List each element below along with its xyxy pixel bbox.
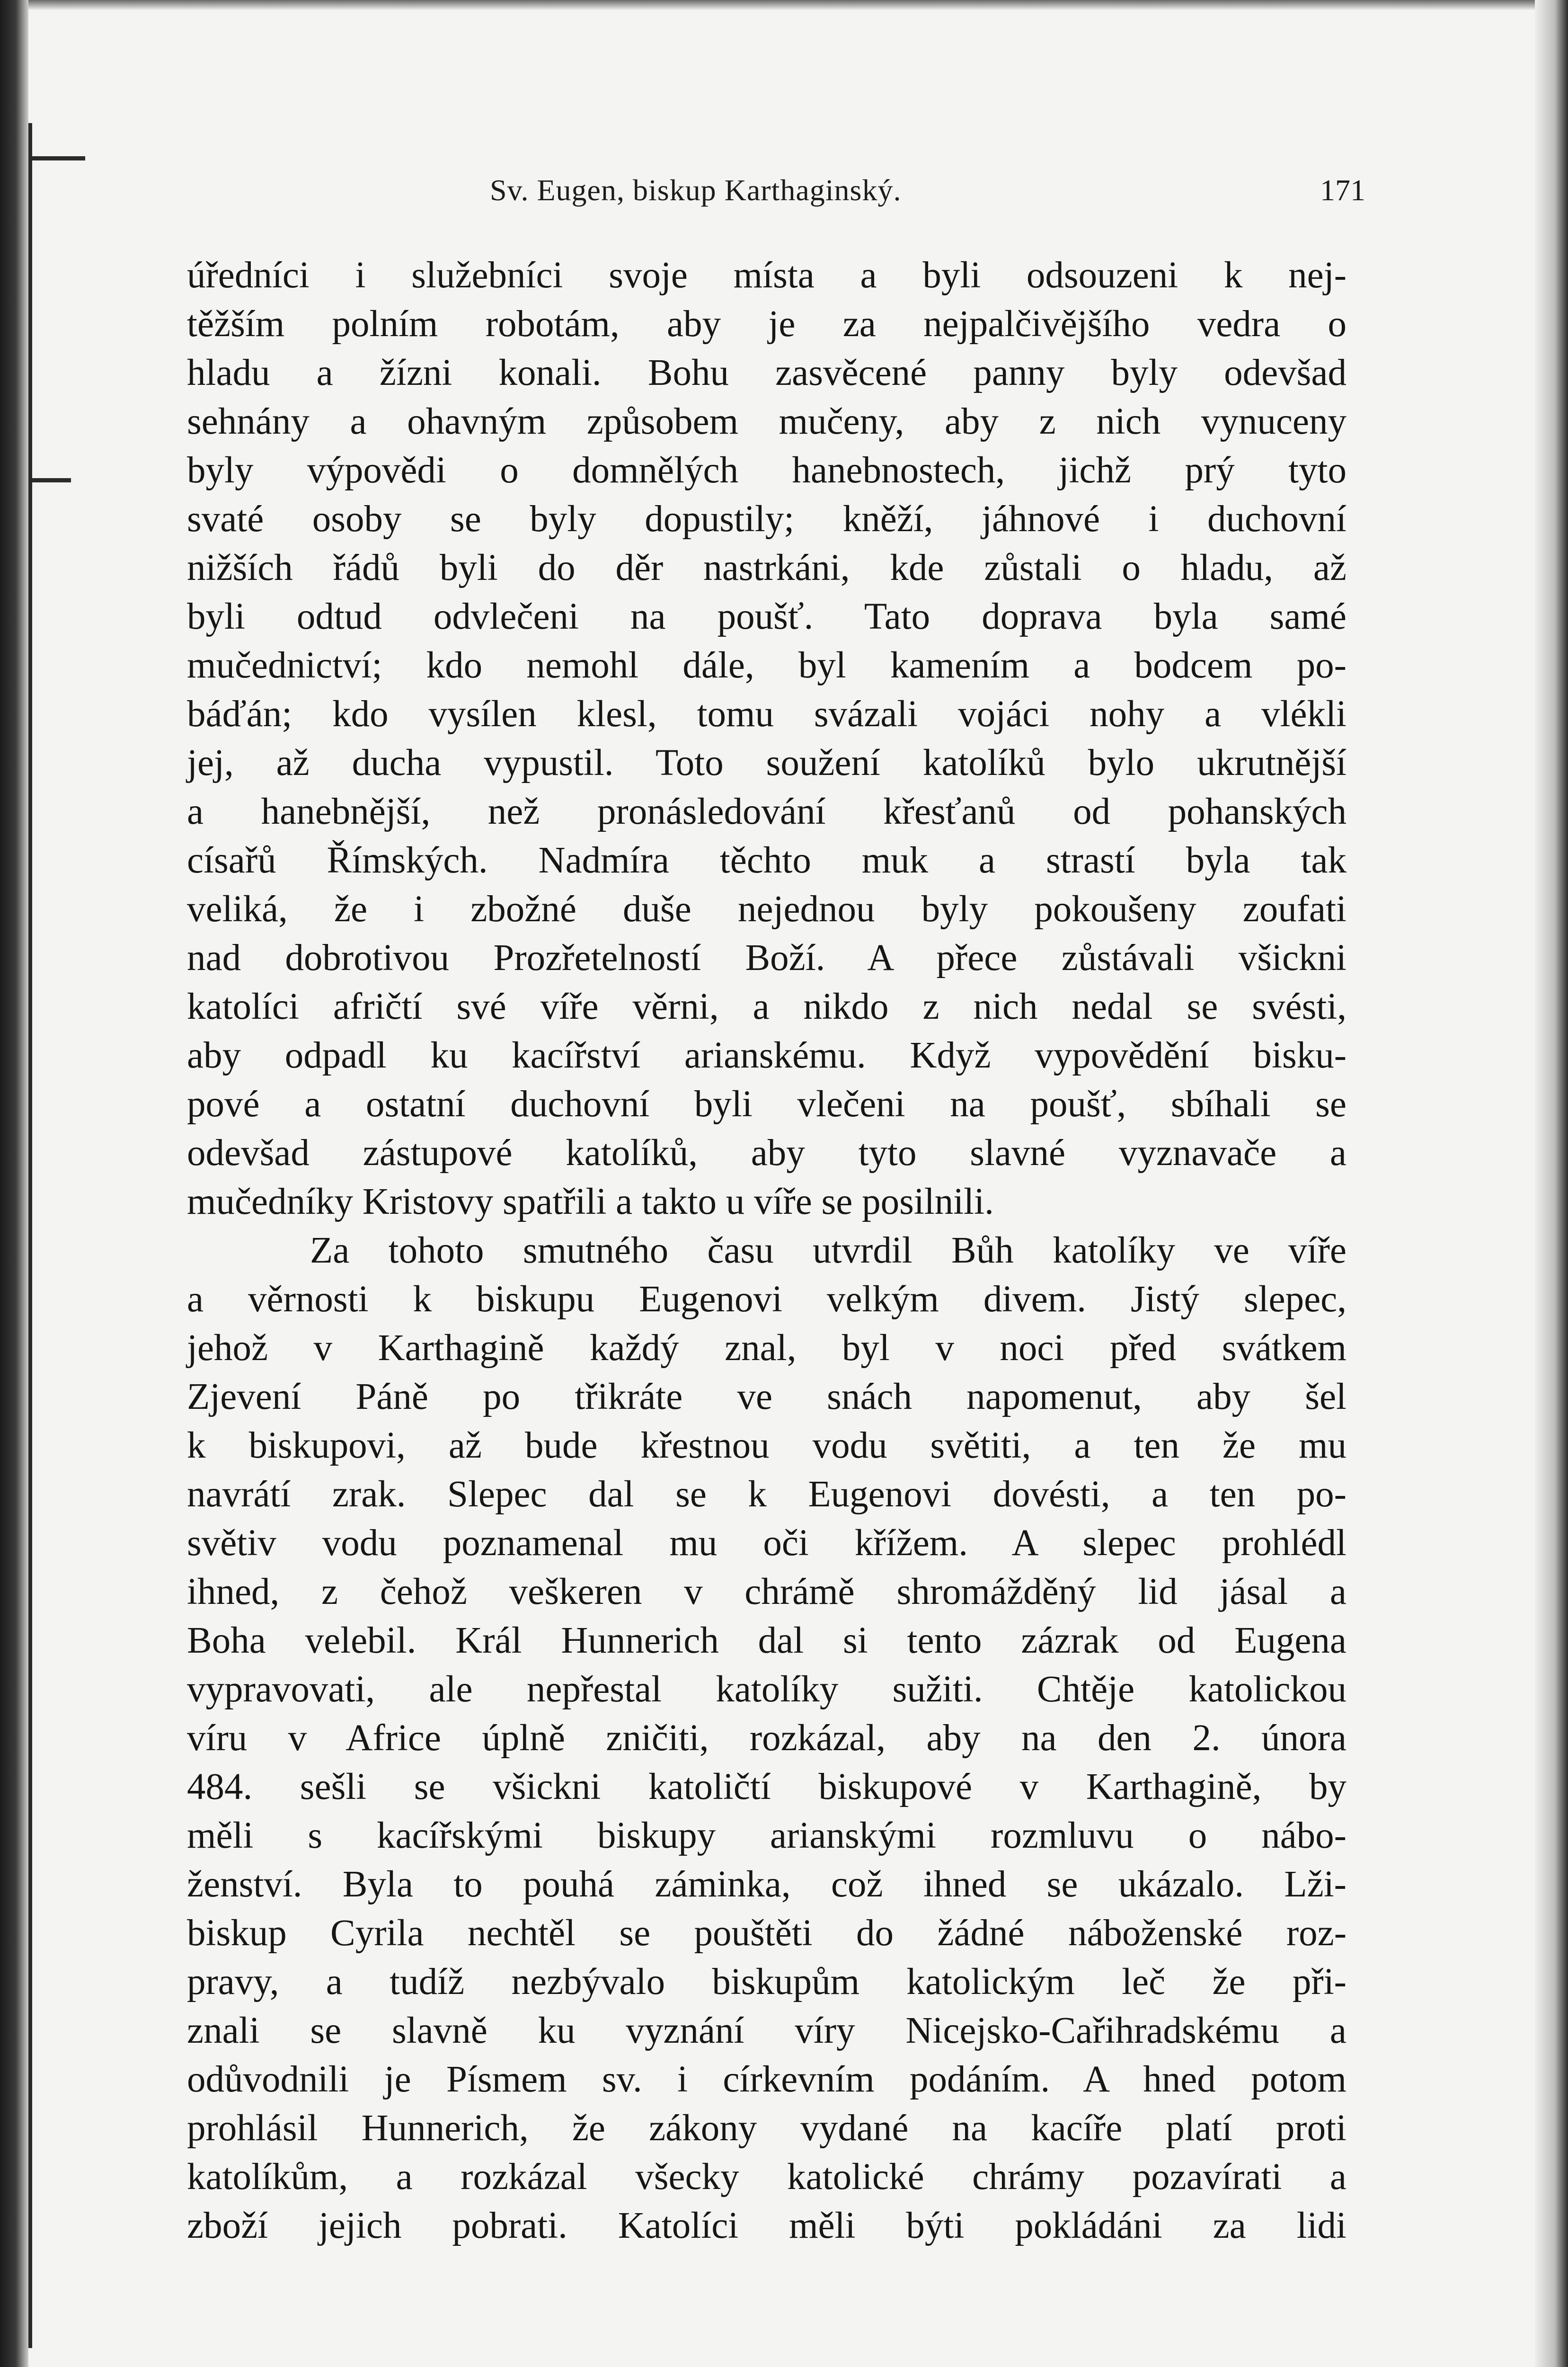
text-line: Boha velebil. Král Hunnerich dal si tento zázrak od Eugena [187,1620,1347,1661]
text-line: vypravovati, ale nepřestal katolíky sužiti. Chtěje katolickou [187,1669,1347,1710]
text-line: 484. sešli se všickni katoličtí biskupové v Karthagině, by [187,1766,1347,1807]
text-line: k biskupovi, až bude křestnou vodu světiti, a ten že mu [187,1425,1347,1466]
running-title: Sv. Eugen, biskup Karthaginský. [490,173,902,207]
text-line: a věrnosti k biskupu Eugenovi velkým divem. Jistý slepec, [187,1279,1347,1320]
text-line: měli s kacířskými biskupy arianskými rozmluvu o nábo- [187,1815,1347,1856]
text-line: a hanebnější, než pronásledování křesťanů od pohanských [187,791,1347,832]
book-spine-shadow [0,0,28,2367]
page-number: 171 [1320,173,1365,207]
text-line: navrátí zrak. Slepec dal se k Eugenovi dovésti, a ten po- [187,1474,1347,1515]
running-header [490,173,1365,225]
text-line: mučednictví; kdo nemohl dále, byl kamením a bodcem po- [187,645,1347,686]
text-line: odevšad zástupové katolíků, aby tyto slavné vyznavače a [187,1132,1347,1174]
text-line: Zjevení Páně po třikráte ve snách napomenut, aby šel [187,1376,1347,1417]
text-line: víru v Africe úplně zničiti, rozkázal, aby na den 2. února [187,1717,1347,1759]
text-line: katolíkům, a rozkázal všecky katolické chrámy pozavírati a [187,2156,1347,2198]
text-line: odůvodnili je Písmem sv. i církevním podáním. A hned potom [187,2059,1347,2100]
text-line: byli odtud odvlečeni na poušť. Tato doprava byla samé [187,596,1347,637]
gutter-tick [28,478,71,482]
text-line: nad dobrotivou Prozřetelností Boží. A přece zůstávali všickni [187,937,1347,979]
text-line: sehnány a ohavným způsobem mučeny, aby z nich vynuceny [187,401,1347,442]
body-text [187,251,1347,2250]
text-line: byly výpovědi o domnělých hanebnostech, jichž prý tyto [187,450,1347,491]
page-right-shadow [1535,0,1568,2367]
text-line: ženství. Byla to pouhá záminka, což ihned se ukázalo. Lži- [187,1864,1347,1905]
text-line: biskup Cyrila nechtěl se pouštěti do žádné náboženské roz- [187,1913,1347,1954]
text-line: pové a ostatní duchovní byli vlečeni na poušť, sbíhali se [187,1084,1347,1125]
text-line: jej, až ducha vypustil. Toto soužení katolíků bylo ukrutnější [187,742,1347,783]
text-line: pravy, a tudíž nezbývalo biskupům katolickým leč že při- [187,1961,1347,2002]
text-line: znali se slavně ku vyznání víry Nicejsko-Cařihradskému a [187,2010,1347,2051]
text-line: císařů Římských. Nadmíra těchto muk a strastí byla tak [187,840,1347,881]
text-line: světiv vodu poznamenal mu oči křížem. A slepec prohlédl [187,1522,1347,1564]
text-line: Za tohoto smutného času utvrdil Bůh katolíky ve víře [310,1230,1347,1271]
text-line: svaté osoby se byly dopustily; kněží, jáhnové i duchovní [187,498,1347,540]
text-line: úředníci i služebníci svoje místa a byli odsouzeni k nej- [187,255,1347,296]
text-line: ihned, z čehož veškeren v chrámě shromážděný lid jásal a [187,1571,1347,1612]
text-line: těžším polním robotám, aby je za nejpalčivějšího vedra o [187,303,1347,345]
text-line: nižších řádů byli do děr nastrkáni, kde zůstali o hladu, až [187,547,1347,588]
gutter-tick [28,156,85,160]
text-line: hladu a žízni konali. Bohu zasvěcené panny byly odevšad [187,352,1347,393]
text-line: veliká, že i zbožné duše nejednou byly pokoušeny zoufati [187,889,1347,930]
gutter-rule [28,123,32,2348]
text-line: aby odpadl ku kacířství arianskému. Když vypovědění bisku- [187,1035,1347,1076]
text-line: mučedníky Kristovy spatřili a takto u víře se posilnili. [187,1181,994,1222]
text-line: prohlásil Hunnerich, že zákony vydané na kacíře platí proti [187,2108,1347,2149]
text-line: katolíci afričtí své víře věrni, a nikdo z nich nedal se svésti, [187,986,1347,1027]
page-top-shadow [0,0,1568,10]
text-line: jehož v Karthagině každý znal, byl v noci před svátkem [187,1327,1347,1369]
text-line: báďán; kdo vysílen klesl, tomu svázali vojáci nohy a vlékli [187,694,1347,735]
text-line: zboží jejich pobrati. Katolíci měli býti pokládáni za lidi [187,2205,1347,2246]
